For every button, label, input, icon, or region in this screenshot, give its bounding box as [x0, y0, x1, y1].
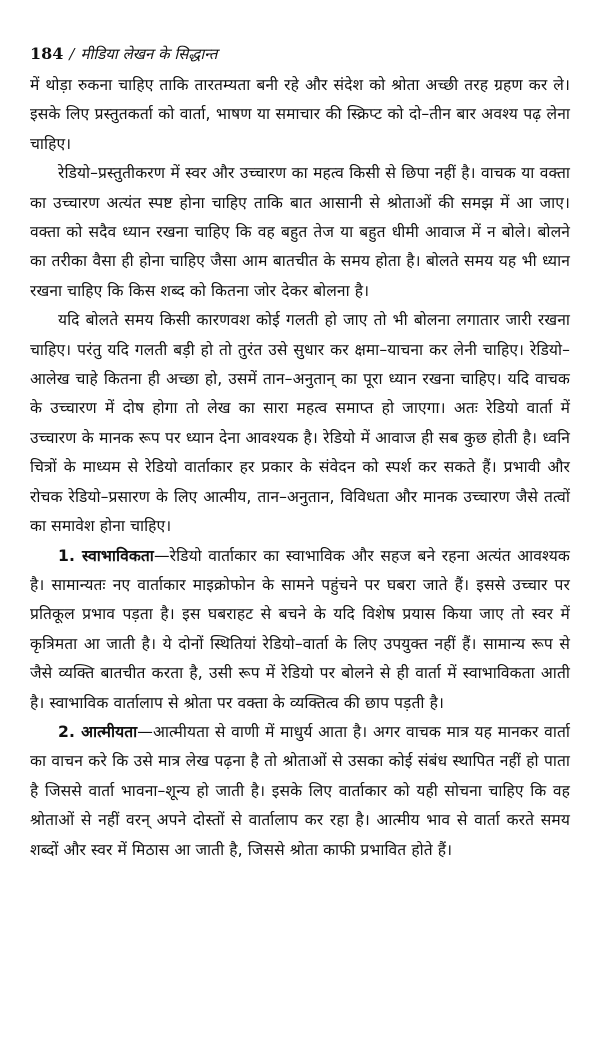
- section-heading-intimacy: 2. आत्मीयता: [58, 722, 138, 741]
- section-body-intimacy: —आत्मीयता से वाणी में माधुर्य आता है। अगर वाचक मात्र यह मानकर वार्ता का वाचन करे कि उसे मात्र लेख पढ़ना है तो श्रोताओं से उसका कोई संबंध स्थापित नहीं हो पाता है जिससे वार्ता भावना–शून्य हो जाती है। इसके लिए वार्ताकार को यही सोचना चाहिए कि वह श्रोताओं से नहीं वरन् अपने दोस्तों से वार्तालाप कर रहा है। आत्मीय भाव से वार्ता करते समय शब्दों और स्वर में मिठास आ जाती है, जिससे श्रोता काफी प्रभावित होते हैं।: [30, 722, 570, 859]
- section-naturalness: [30, 542, 570, 718]
- section-intimacy: [30, 718, 570, 865]
- page-number: 184: [30, 44, 64, 63]
- section-heading-naturalness: 1. स्वाभाविकता: [58, 546, 154, 565]
- paragraph-mistakes: यदि बोलते समय किसी कारणवश कोई गलती हो जाए तो भी बोलना लगातार जारी रखना चाहिए। परंतु यदि गलती बड़ी हो तो तुरंत उसे सुधार कर क्षमा–याचना कर लेनी चाहिए। रेडियो–आलेख चाहे कितना ही अच्छा हो, उसमें तान–अनुतान् का पूरा ध्यान रखना चाहिए। यदि वाचक के उच्चारण में दोष होगा तो लेख का सारा महत्व समाप्त हो जाएगा। अतः रेडियो वार्ता में उच्चारण के मानक रूप पर ध्यान देना आवश्यक है। रेडियो में आवाज ही सब कुछ होती है। ध्वनि चित्रों के माध्यम से रेडियो वार्ताकार हर प्रकार के संवेदन को स्पर्श कर सकते हैं। प्रभावी और रोचक रेडियो–प्रसारण के लिए आत्मीय, तान–अनुतान, विविधता और मानक उच्चारण जैसे तत्वों का समावेश होना चाहिए।: [30, 311, 570, 536]
- paragraph-voice-pronunciation: रेडियो–प्रस्तुतीकरण में स्वर और उच्चारण का महत्व किसी से छिपा नहीं है। वाचक या वक्ता का उच्चारण अत्यंत स्पष्ट होना चाहिए ताकि बात आसानी से श्रोताओं की समझ में आ जाए। वक्ता को सदैव ध्यान रखना चाहिए कि वह बहुत तेज या बहुत धीमी आवाज में न बोले। बोलने का तरीका वैसा ही होना चाहिए जैसा आम बातचीत के समय होता है। बोलते समय यह भी ध्यान रखना चाहिए कि किस शब्द को कितना जोर देकर बोलना है।: [30, 164, 570, 300]
- section-body-naturalness: —रेडियो वार्ताकार का स्वाभाविक और सहज बने रहना अत्यंत आवश्यक है। सामान्यतः नए वार्ताकार माइक्रोफोन के सामने पहुंचने पर घबरा जाते हैं। इससे उच्चार पर प्रतिकूल प्रभाव पड़ता है। इस घबराहट से बचने के यदि विशेष प्रयास किया जाए तो स्वर में कृत्रिमता आ जाती है। ये दोनों स्थितियां रेडियो–वार्ता के लिए उपयुक्त नहीं हैं। सामान्य रूप से जैसे व्यक्ति बातचीत करता है, उसी रूप में रेडियो पर बोलने से ही वार्ता में स्वाभाविकता आती है। स्वाभाविक वार्तालाप से श्रोता पर वक्ता के व्यक्तित्व की छाप पड़ती है।: [30, 546, 570, 712]
- running-head: [30, 44, 570, 64]
- book-title: मीडिया लेखन के सिद्धान्त: [80, 45, 218, 63]
- header-separator: /: [69, 45, 75, 63]
- paragraph-continuation: में थोड़ा रुकना चाहिए ताकि तारतम्यता बनी रहे और संदेश को श्रोता अच्छी तरह ग्रहण कर ले। इसके लिए प्रस्तुतकर्ता को वार्ता, भाषण या समाचार की स्क्रिप्ट को दो–तीन बार अवश्य पढ़ लेना चाहिए।: [30, 76, 570, 153]
